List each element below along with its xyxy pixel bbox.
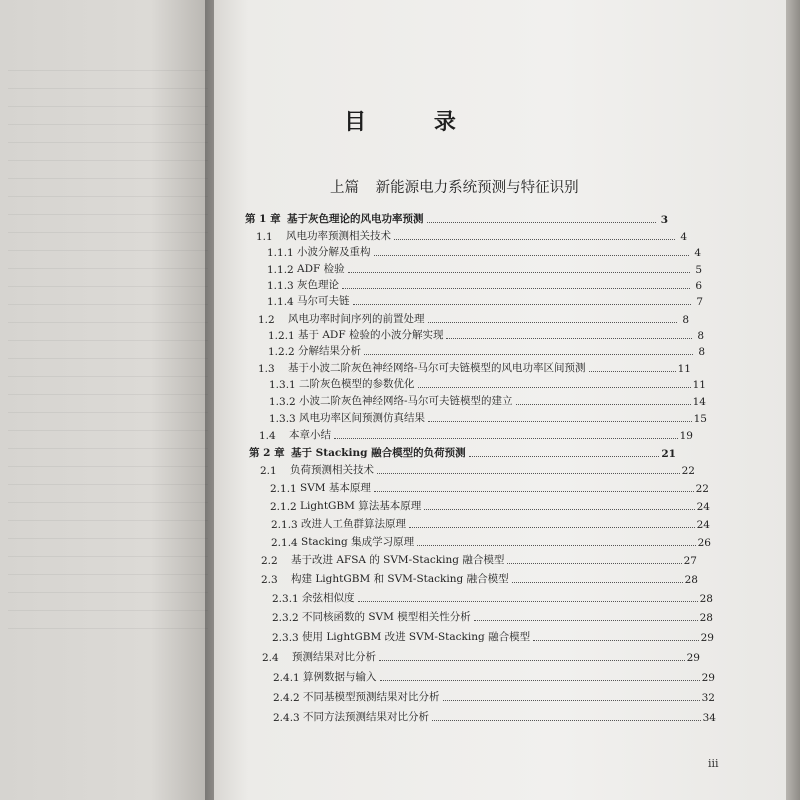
toc-entry-title: 小波分解及重构: [297, 246, 371, 258]
toc-entry-title: 预测结果对比分析: [292, 651, 376, 663]
toc-entry-title: 基于改进 AFSA 的 SVM-Stacking 融合模型: [291, 554, 505, 566]
toc-entry-title: 风电功率区间预测仿真结果: [299, 412, 425, 424]
toc-section-entry: [261, 551, 697, 567]
toc-entry-title: 分解结果分析: [298, 345, 361, 357]
toc-entry-number: 2.2: [261, 555, 278, 567]
toc-section-entry: [259, 426, 693, 442]
toc-entry-page: 28: [699, 612, 713, 624]
toc-entry-number: 1.1: [256, 231, 273, 243]
toc-entry-title: 二阶灰色模型的参数优化: [299, 378, 415, 390]
toc-entry-page: 22: [695, 483, 709, 495]
toc-entry-page: 8: [682, 314, 689, 326]
toc-entry-title: Stacking 集成学习原理: [301, 536, 415, 548]
toc-entry-number: 1.1.3: [267, 280, 294, 292]
toc-entry-number: 第 2 章: [249, 447, 285, 459]
toc-entry-page: 29: [700, 632, 714, 644]
toc-leader-dots: [394, 239, 675, 240]
toc-section-entry: [256, 227, 687, 243]
toc-entry-page: 28: [699, 593, 713, 605]
toc-entry-title: ADF 检验: [297, 263, 345, 275]
part-title: 新能源电力系统预测与特征识别: [375, 180, 579, 196]
toc-entry-number: 1.2.2: [268, 346, 295, 358]
toc-entry-title: 风电功率时间序列的前置处理: [288, 313, 425, 325]
toc-leader-dots: [427, 222, 657, 223]
toc-entry-page: 21: [661, 448, 676, 460]
toc-subsection-entry: [270, 497, 710, 513]
toc-subsection-entry: [267, 292, 703, 308]
toc-entry-page: 6: [695, 280, 702, 292]
toc-entry-number: 2.4.1: [273, 672, 300, 684]
toc-entry-page: 11: [692, 379, 706, 391]
toc-entry-page: 19: [679, 430, 693, 442]
toc-leader-dots: [443, 700, 700, 701]
toc-leader-dots: [516, 404, 691, 405]
page-number: iii: [708, 757, 719, 770]
toc-entry-title: 负荷预测相关技术: [290, 464, 374, 476]
toc-entry-title: 基于小波二阶灰色神经网络-马尔可夫链模型的风电功率区间预测: [288, 362, 586, 374]
toc-entry-page: 24: [696, 501, 710, 513]
toc-entry-page: 32: [701, 692, 715, 704]
toc-entry-page: 24: [696, 519, 710, 531]
toc-subsection-entry: [270, 479, 709, 495]
toc-leader-dots: [379, 660, 685, 661]
toc-section-entry: [260, 461, 695, 477]
toc-entry-number: 2.3.2: [272, 612, 299, 624]
toc-entry-title: 马尔可夫链: [297, 295, 350, 307]
toc-leader-dots: [424, 509, 694, 510]
toc-leader-dots: [409, 527, 695, 528]
toc-leader-dots: [353, 304, 692, 305]
toc-leader-dots: [446, 338, 692, 339]
part-label: 上篇: [330, 180, 359, 196]
toc-entry-number: 1.1.1: [267, 247, 294, 259]
toc-entry-number: 1.2: [258, 314, 275, 326]
toc-entry-title: LightGBM 算法基本原理: [300, 500, 422, 512]
toc-section-entry: [262, 648, 700, 664]
toc-entry-number: 1.4: [259, 430, 276, 442]
toc-subsection-entry: [273, 688, 715, 704]
toc-entry-title: 算例数据与输入: [303, 671, 377, 683]
toc-entry-page: 3: [660, 214, 668, 226]
toc-entry-title: 小波二阶灰色神经网络-马尔可夫链模型的建立: [299, 395, 513, 407]
toc-leader-dots: [512, 582, 683, 583]
toc-entry-page: 7: [696, 296, 703, 308]
toc-entry-number: 1.3.2: [269, 396, 296, 408]
toc-entry-page: 11: [677, 363, 691, 375]
toc-entry-number: 2.1.1: [270, 483, 297, 495]
toc-leader-dots: [469, 456, 660, 457]
toc-subsection-entry: [267, 276, 702, 292]
toc-entry-number: 第 1 章: [245, 213, 281, 225]
toc-entry-number: 2.1: [260, 465, 277, 477]
toc-title: 目 录: [344, 109, 486, 135]
toc-subsection-entry: [269, 409, 707, 425]
toc-leader-dots: [533, 640, 699, 641]
toc-entry-page: 26: [697, 537, 711, 549]
toc-leader-dots: [428, 421, 692, 422]
toc-section-entry: [258, 359, 691, 375]
toc-leader-dots: [358, 601, 698, 602]
toc-leader-dots: [589, 371, 676, 372]
toc-entry-number: 1.2.1: [268, 330, 295, 342]
toc-subsection-entry: [268, 342, 705, 358]
toc-subsection-entry: [268, 326, 704, 342]
toc-subsection-entry: [267, 260, 702, 276]
toc-entry-number: 1.1.2: [267, 264, 294, 276]
toc-entry-number: 2.3.3: [272, 632, 299, 644]
toc-entry-page: 4: [680, 231, 687, 243]
toc-entry-title: SVM 基本原理: [300, 482, 371, 494]
toc-subsection-entry: [267, 243, 701, 259]
toc-leader-dots: [374, 255, 690, 256]
toc-subsection-entry: [271, 515, 710, 531]
toc-leader-dots: [334, 438, 678, 439]
toc-subsection-entry: [272, 589, 713, 605]
toc-entry-number: 2.4.3: [273, 712, 300, 724]
toc-chapter-entry: [249, 444, 676, 460]
toc-entry-page: 29: [701, 672, 715, 684]
toc-subsection-entry: [273, 708, 716, 724]
toc-subsection-entry: [273, 668, 715, 684]
toc-entry-number: 2.4.2: [273, 692, 300, 704]
toc-section-entry: [261, 570, 698, 586]
toc-leader-dots: [348, 272, 690, 273]
toc-leader-dots: [428, 322, 678, 323]
toc-entry-number: 1.3: [258, 363, 275, 375]
toc-entry-page: 28: [684, 574, 698, 586]
toc-entry-page: 29: [686, 652, 700, 664]
toc-entry-number: 1.3.1: [269, 379, 296, 391]
toc-entry-page: 8: [698, 346, 705, 358]
toc-chapter-entry: [245, 210, 668, 226]
toc-entry-page: 4: [694, 247, 701, 259]
toc-entry-title: 灰色理论: [297, 279, 339, 291]
toc-entry-page: 15: [693, 413, 707, 425]
toc-entry-title: 改进人工鱼群算法原理: [301, 518, 406, 530]
toc-entry-number: 1.3.3: [269, 413, 296, 425]
toc-leader-dots: [507, 563, 681, 564]
toc-entry-number: 2.3.1: [272, 593, 299, 605]
toc-entry-number: 2.4: [262, 652, 279, 664]
toc-entry-page: 27: [683, 555, 697, 567]
toc-entry-title: 不同方法预测结果对比分析: [303, 711, 429, 723]
toc-entry-title: 本章小结: [289, 429, 331, 441]
toc-entry-title: 基于 Stacking 融合模型的负荷预测: [291, 447, 466, 459]
toc-leader-dots: [377, 473, 680, 474]
toc-entry-page: 14: [692, 396, 706, 408]
toc-subsection-entry: [272, 608, 713, 624]
toc-subsection-entry: [269, 375, 706, 391]
toc-entry-title: 基于灰色理论的风电功率预测: [287, 213, 424, 225]
toc-leader-dots: [417, 545, 696, 546]
toc-entry-number: 1.1.4: [267, 296, 294, 308]
toc-leader-dots: [364, 354, 693, 355]
toc-entry-page: 22: [681, 465, 695, 477]
toc-subsection-entry: [271, 533, 711, 549]
toc-leader-dots: [380, 680, 700, 681]
toc-entry-page: 8: [697, 330, 704, 342]
toc-entry-number: 2.1.4: [271, 537, 298, 549]
toc-leader-dots: [418, 387, 691, 388]
toc-entry-number: 2.1.3: [271, 519, 298, 531]
toc-subsection-entry: [269, 392, 706, 408]
toc-subsection-entry: [272, 628, 714, 644]
toc-entry-title: 余弦相似度: [302, 592, 355, 604]
toc-entry-number: 2.3: [261, 574, 278, 586]
toc-entry-page: 34: [702, 712, 716, 724]
toc-entry-title: 构建 LightGBM 和 SVM-Stacking 融合模型: [291, 573, 509, 585]
toc-entry-title: 不同基模型预测结果对比分析: [303, 691, 440, 703]
toc-entry-number: 2.1.2: [270, 501, 297, 513]
toc-leader-dots: [474, 620, 698, 621]
toc-entry-title: 不同核函数的 SVM 模型相关性分析: [302, 611, 471, 623]
toc-leader-dots: [432, 720, 701, 721]
toc-leader-dots: [374, 491, 694, 492]
toc-entry-title: 基于 ADF 检验的小波分解实现: [298, 329, 444, 341]
toc-section-entry: [258, 310, 689, 326]
toc-leader-dots: [342, 288, 690, 289]
toc-entry-title: 风电功率预测相关技术: [286, 230, 391, 242]
toc-entry-title: 使用 LightGBM 改进 SVM-Stacking 融合模型: [302, 631, 531, 643]
toc-entry-page: 5: [695, 264, 702, 276]
